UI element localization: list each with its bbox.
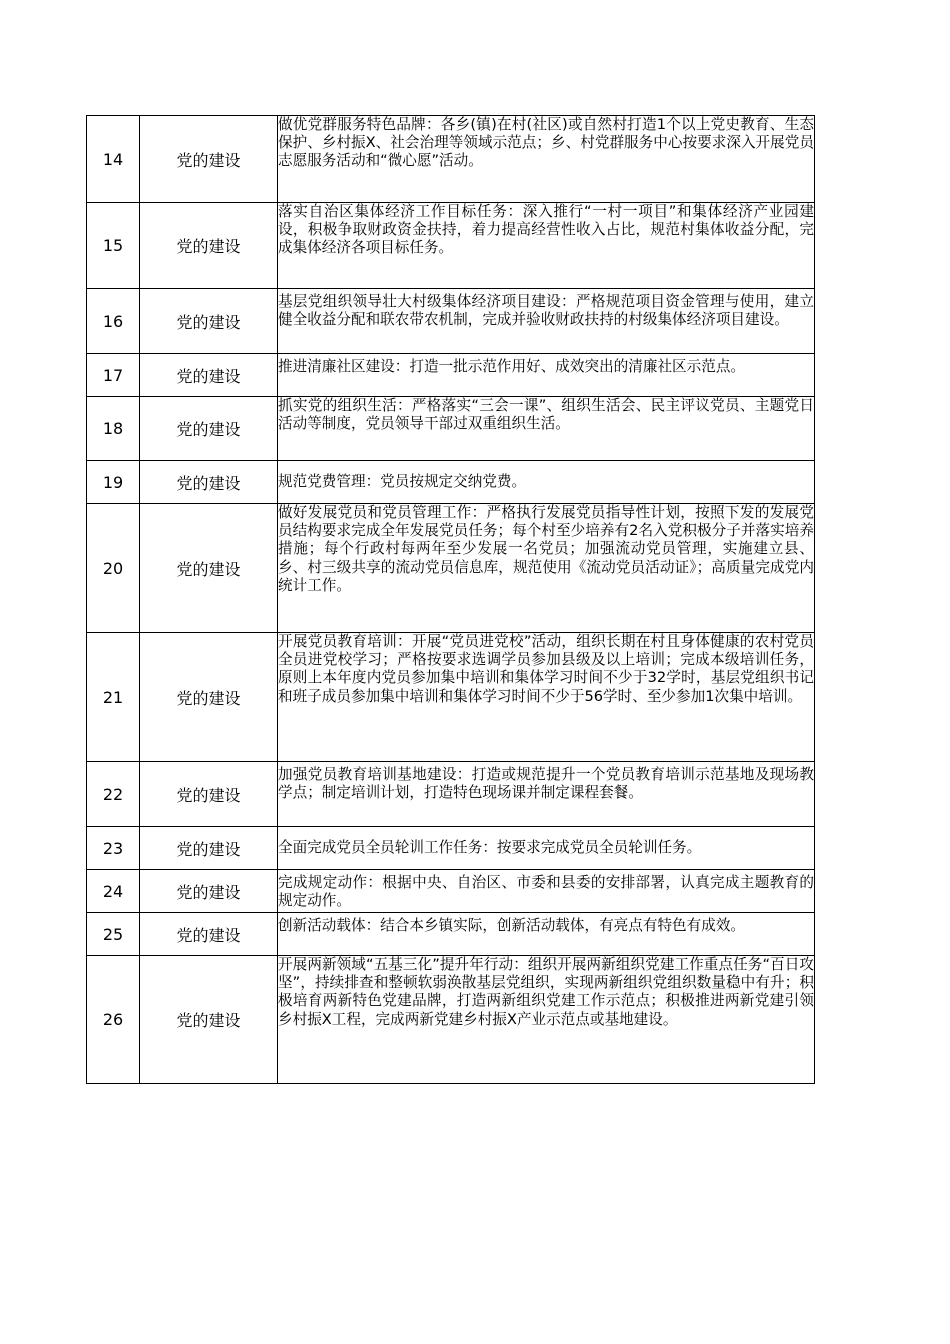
- row-category: 党的建设: [140, 913, 278, 956]
- row-content: 推进清廉社区建设：打造一批示范作用好、成效突出的清廉社区示范点。: [278, 354, 815, 397]
- row-category: 党的建设: [140, 461, 278, 504]
- table-row: [87, 633, 815, 762]
- row-content: 抓实党的组织生活：严格落实“三会一课”、组织生活会、民主评议党员、主题党日活动等制度，党员领导干部过双重组织生活。: [278, 397, 815, 461]
- row-number: 15: [87, 203, 140, 289]
- row-category: 党的建设: [140, 762, 278, 827]
- row-category: 党的建设: [140, 504, 278, 633]
- row-number: 16: [87, 289, 140, 354]
- table-row: [87, 827, 815, 870]
- table-row: [87, 116, 815, 203]
- row-number: 17: [87, 354, 140, 397]
- table-row: [87, 913, 815, 956]
- row-content: 做优党群服务特色品牌：各乡(镇)在村(社区)或自然村打造1个以上党史教育、生态保护、乡村振X、社会治理等领域示范点；乡、村党群服务中心按要求深入开展党员志愿服务活动和“微心愿”活动。: [278, 116, 815, 203]
- row-content: 基层党组织领导壮大村级集体经济项目建设：严格规范项目资金管理与使用，建立健全收益分配和联农带农机制，完成并验收财政扶持的村级集体经济项目建设。: [278, 289, 815, 354]
- row-number: 20: [87, 504, 140, 633]
- row-number: 26: [87, 956, 140, 1084]
- table-row: [87, 289, 815, 354]
- task-table-body: [87, 116, 815, 1084]
- row-number: 19: [87, 461, 140, 504]
- row-category: 党的建设: [140, 203, 278, 289]
- row-number: 25: [87, 913, 140, 956]
- table-row: [87, 956, 815, 1084]
- row-category: 党的建设: [140, 397, 278, 461]
- table-row: [87, 354, 815, 397]
- row-content: 开展两新领域“五基三化”提升年行动：组织开展两新组织党建工作重点任务“百日攻坚”，持续排查和整顿软弱涣散基层党组织，实现两新组织党组织数量稳中有升；积极培育两新特色党建品牌，打造两新组织党建工作示范点；积极推进两新党建引领乡村振X工程，完成两新党建乡村振X产业示范点或基地建设。: [278, 956, 815, 1084]
- row-content: 完成规定动作：根据中央、自治区、市委和县委的安排部署，认真完成主题教育的规定动作。: [278, 870, 815, 913]
- table-row: [87, 461, 815, 504]
- table-row: [87, 504, 815, 633]
- row-content: 规范党费管理：党员按规定交纳党费。: [278, 461, 815, 504]
- row-content: 做好发展党员和党员管理工作：严格执行发展党员指导性计划，按照下发的发展党员结构要求完成全年发展党员任务；每个村至少培养有2名入党积极分子并落实培养措施；每个行政村每两年至少发展一名党员；加强流动党员管理，实施建立县、乡、村三级共享的流动党员信息库，规范使用《流动党员活动证》；高质量完成党内统计工作。: [278, 504, 815, 633]
- row-number: 24: [87, 870, 140, 913]
- row-number: 22: [87, 762, 140, 827]
- table-row: [87, 870, 815, 913]
- row-content: 落实自治区集体经济工作目标任务：深入推行“一村一项目”和集体经济产业园建设，积极争取财政资金扶持，着力提高经营性收入占比，规范村集体收益分配，完成集体经济各项目标任务。: [278, 203, 815, 289]
- row-category: 党的建设: [140, 289, 278, 354]
- row-category: 党的建设: [140, 827, 278, 870]
- row-number: 18: [87, 397, 140, 461]
- row-category: 党的建设: [140, 870, 278, 913]
- row-content: 全面完成党员全员轮训工作任务：按要求完成党员全员轮训任务。: [278, 827, 815, 870]
- table-row: [87, 397, 815, 461]
- row-content: 加强党员教育培训基地建设：打造或规范提升一个党员教育培训示范基地及现场教学点；制定培训计划，打造特色现场课并制定课程套餐。: [278, 762, 815, 827]
- table-row: [87, 203, 815, 289]
- row-number: 21: [87, 633, 140, 762]
- row-number: 23: [87, 827, 140, 870]
- row-content: 开展党员教育培训：开展“党员进党校”活动，组织长期在村且身体健康的农村党员全员进党校学习；严格按要求选调学员参加县级及以上培训；完成本级培训任务，原则上本年度内党员参加集中培训和集体学习时间不少于32学时，基层党组织书记和班子成员参加集中培训和集体学习时间不少于56学时、至少参加1次集中培训。: [278, 633, 815, 762]
- row-category: 党的建设: [140, 116, 278, 203]
- row-content: 创新活动载体：结合本乡镇实际，创新活动载体，有亮点有特色有成效。: [278, 913, 815, 956]
- table-row: [87, 762, 815, 827]
- row-category: 党的建设: [140, 633, 278, 762]
- row-category: 党的建设: [140, 354, 278, 397]
- task-table: [86, 115, 815, 1084]
- row-category: 党的建设: [140, 956, 278, 1084]
- row-number: 14: [87, 116, 140, 203]
